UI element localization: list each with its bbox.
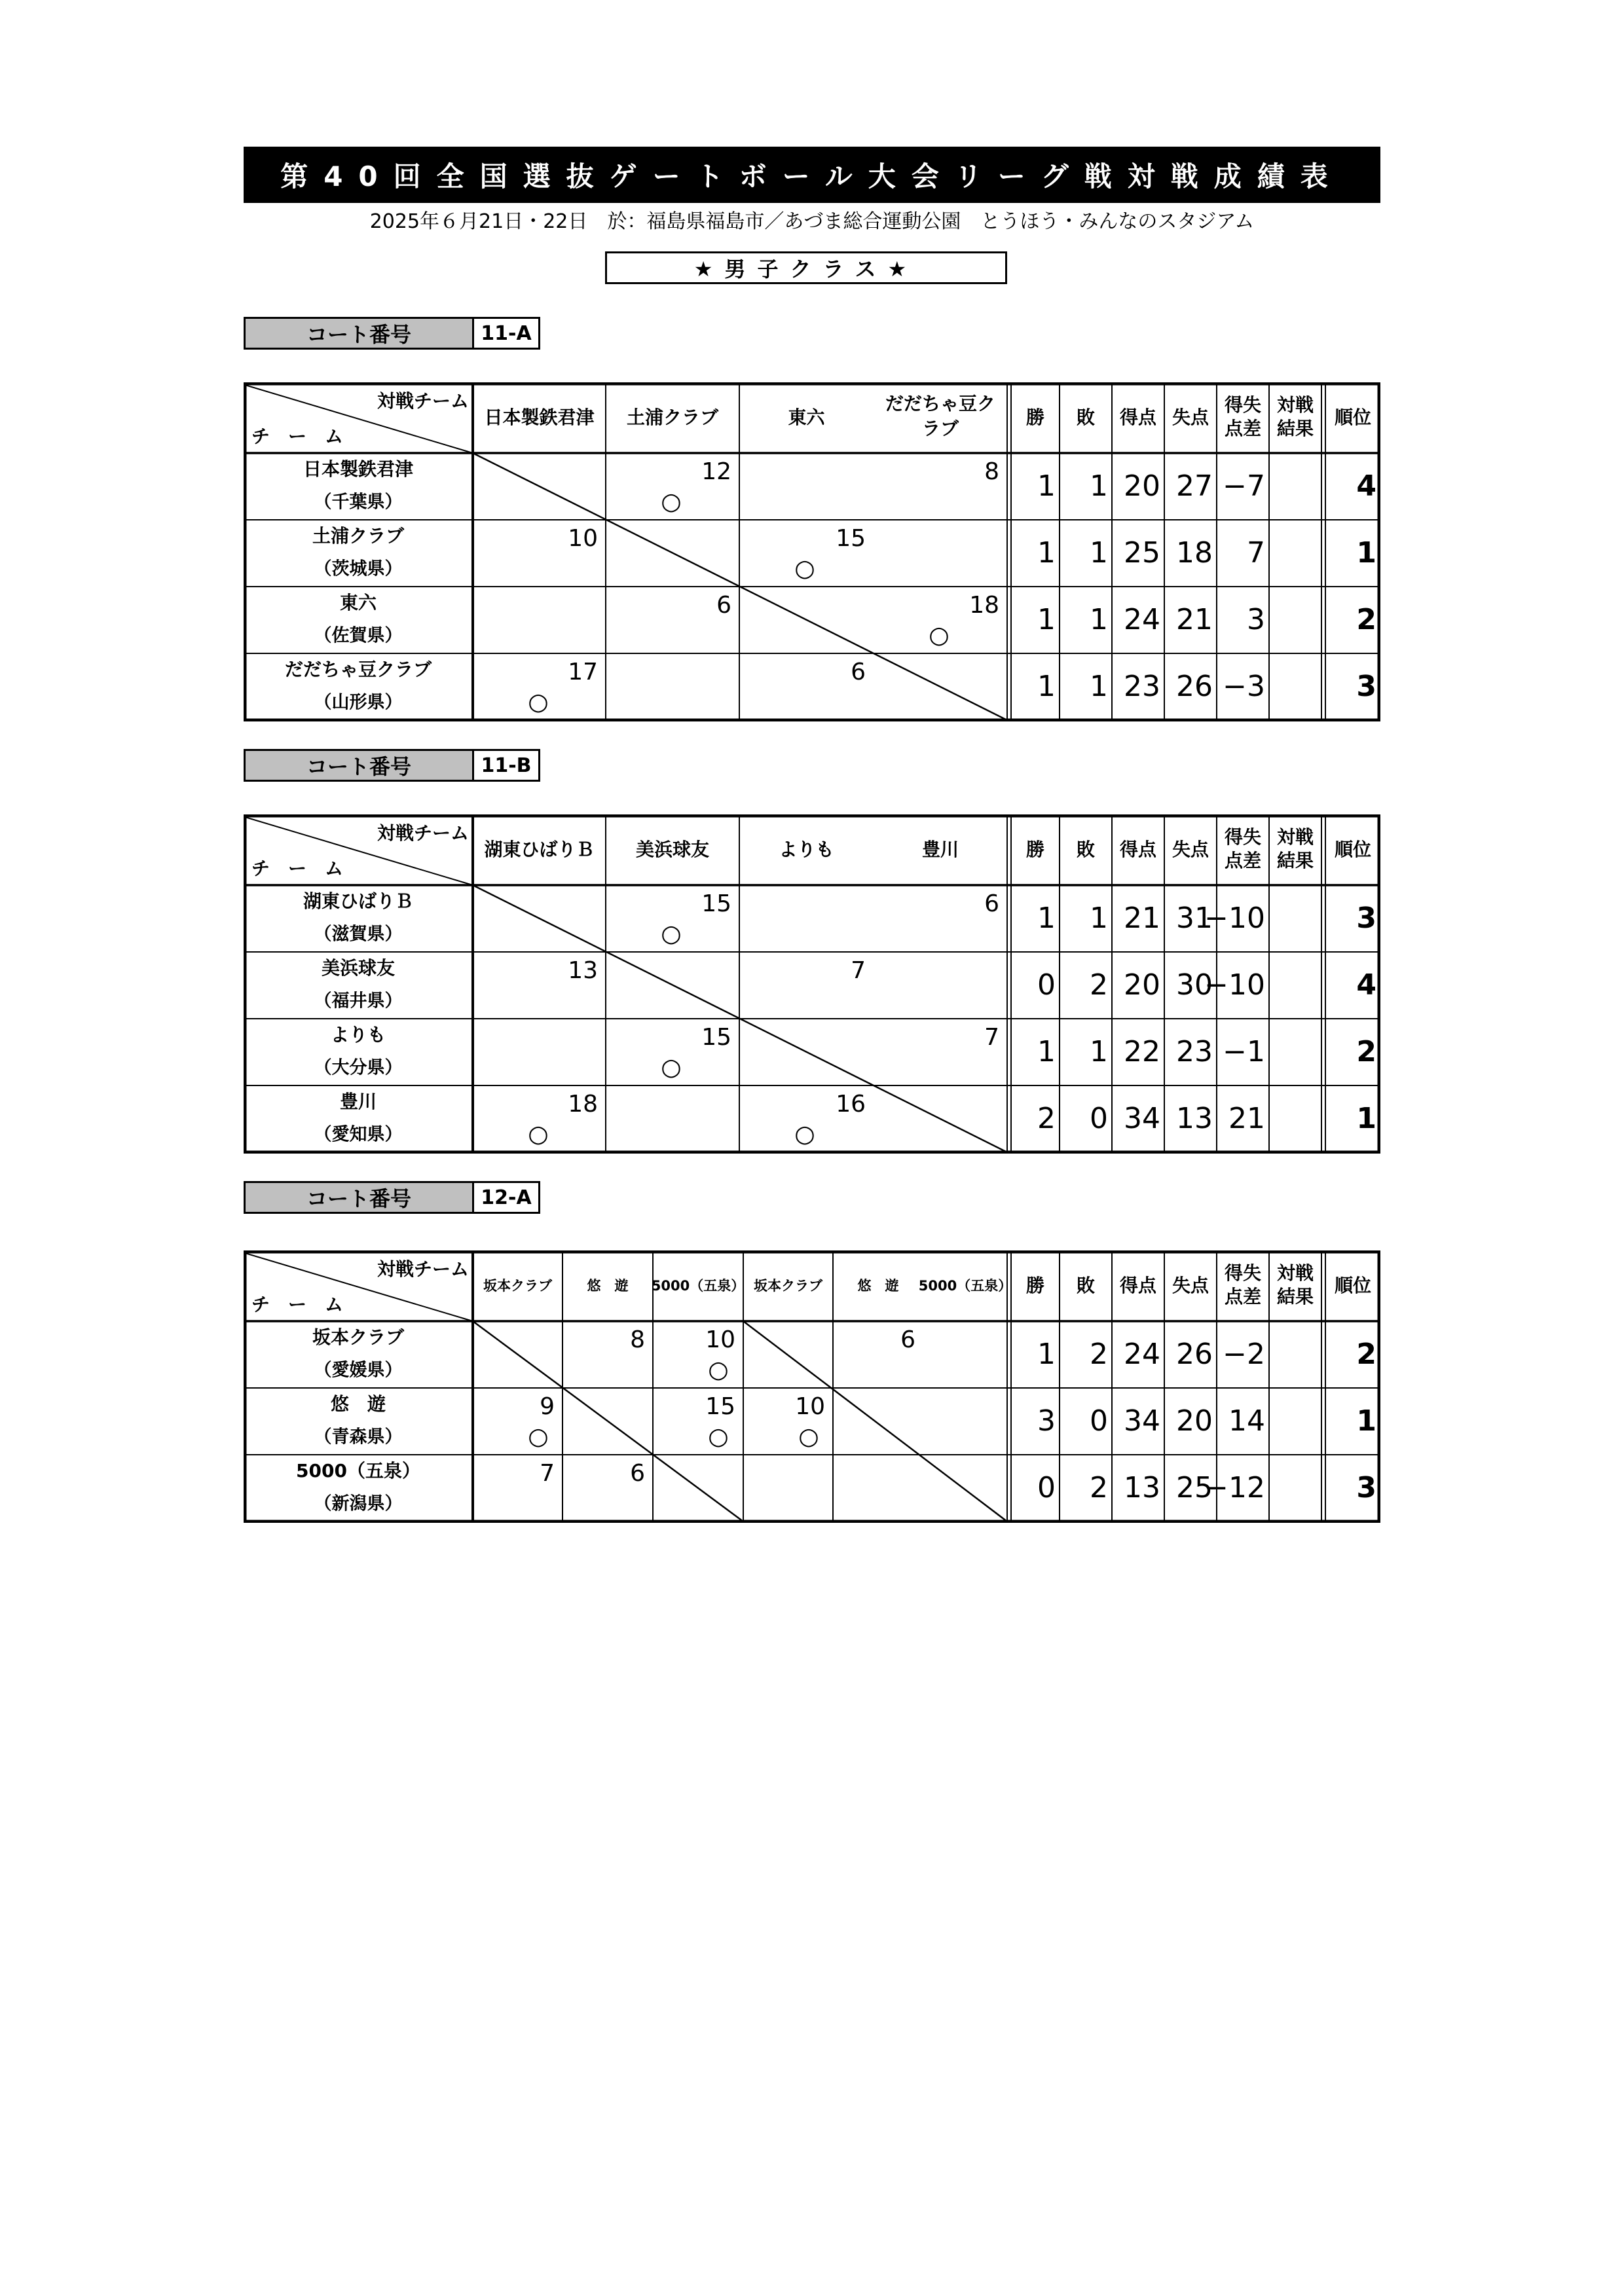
wins-value: 1: [1037, 1035, 1056, 1068]
self-match-diagonal: [473, 1321, 743, 1522]
win-circle-mark: ○: [708, 1423, 729, 1450]
opponent-column-header: 5000（五泉）: [651, 1278, 745, 1294]
rank-header: 順位: [1334, 839, 1372, 860]
points-for-value: 23: [1124, 670, 1160, 703]
rank-header: 順位: [1334, 407, 1372, 428]
page-title: 第40回全国選抜ゲートボール大会リーグ戦対戦成績表: [244, 147, 1380, 203]
losses-value: 2: [1090, 1338, 1108, 1371]
self-match-diagonal: [743, 1321, 1007, 1522]
team-name: 悠 遊: [330, 1393, 386, 1415]
win-circle-mark: ○: [661, 920, 682, 947]
team-prefecture: （福井県）: [314, 991, 403, 1011]
team-prefecture: （愛媛県）: [314, 1360, 403, 1381]
losses-value: 2: [1090, 968, 1108, 1002]
diff-header: 得失: [1224, 826, 1262, 848]
opponent-column-header: 5000（五泉）: [918, 1278, 1012, 1294]
losses-value: 1: [1090, 1035, 1108, 1068]
result-header: 対戦: [1276, 826, 1314, 848]
opponent-column-header: 豊川: [921, 839, 959, 860]
match-score: 8: [984, 458, 999, 485]
result-header: 結果: [1276, 850, 1314, 871]
team-name: だだちゃ豆クラブ: [284, 659, 432, 680]
rank-value: 4: [1356, 469, 1376, 503]
wins-value: 0: [1037, 968, 1056, 1002]
match-score: 15: [701, 1024, 731, 1051]
match-score: 17: [568, 659, 598, 685]
team-name: 坂本クラブ: [312, 1326, 405, 1348]
win-circle-mark: ○: [528, 1121, 549, 1148]
team-name: 土浦クラブ: [312, 525, 405, 547]
loss-header: 敗: [1076, 839, 1096, 860]
opponent-column-header: 土浦クラブ: [626, 407, 719, 428]
wins-value: 1: [1037, 670, 1056, 703]
team-prefecture: （新潟県）: [314, 1493, 403, 1514]
points-against-value: 27: [1176, 469, 1213, 503]
losses-value: 0: [1090, 1404, 1108, 1438]
court-number: 11-B: [472, 749, 540, 782]
team-name: 日本製鉄君津: [303, 458, 414, 480]
win-circle-mark: ○: [708, 1357, 729, 1383]
losses-value: 1: [1090, 469, 1108, 503]
win-circle-mark: ○: [798, 1423, 819, 1450]
points-against-value: 20: [1176, 1404, 1213, 1438]
team-name: 湖東ひばりＢ: [303, 890, 414, 912]
opponent-column-header: よりも: [779, 839, 834, 860]
match-score: 10: [795, 1393, 825, 1420]
opponent-column-header: 日本製鉄君津: [484, 407, 595, 428]
points-for-value: 21: [1124, 902, 1160, 935]
team-prefecture: （愛知県）: [314, 1124, 403, 1145]
rank-value: 1: [1356, 536, 1376, 570]
team-name: よりも: [330, 1024, 386, 1046]
court-number: 11-A: [472, 317, 540, 350]
rank-value: 2: [1356, 603, 1376, 636]
league-table-court-2: [244, 814, 1380, 1154]
points-for-value: 20: [1124, 469, 1160, 503]
points-against-header: 失点: [1172, 1275, 1209, 1296]
opponent-header: 対戦チーム: [377, 1258, 469, 1280]
league-table-svg: [244, 382, 1380, 721]
wins-value: 2: [1037, 1102, 1056, 1135]
team-header: チ ー ム: [251, 1294, 344, 1315]
win-circle-mark: ○: [661, 1054, 682, 1081]
match-score: 15: [836, 525, 866, 552]
losses-value: 1: [1090, 603, 1108, 636]
points-for-header: 得点: [1119, 839, 1157, 860]
match-score: 10: [568, 525, 598, 552]
rank-value: 2: [1356, 1035, 1376, 1068]
league-table-court-1: [244, 382, 1380, 721]
diff-value: 3: [1247, 603, 1265, 636]
loss-header: 敗: [1076, 407, 1096, 428]
points-for-value: 24: [1124, 603, 1160, 636]
diff-header: 得失: [1224, 1262, 1262, 1284]
wins-value: 1: [1037, 469, 1056, 503]
diff-header: 点差: [1224, 418, 1262, 439]
points-against-value: 23: [1176, 1035, 1213, 1068]
league-table-svg: [244, 814, 1380, 1154]
loss-header: 敗: [1076, 1275, 1096, 1296]
match-score: 7: [984, 1024, 999, 1051]
points-against-value: 26: [1176, 670, 1213, 703]
points-for-value: 34: [1124, 1102, 1160, 1135]
match-score: 7: [851, 957, 866, 984]
rank-value: 1: [1356, 1102, 1376, 1135]
points-against-value: 25: [1176, 1471, 1213, 1504]
match-score: 6: [984, 890, 999, 917]
opponent-header: 対戦チーム: [377, 390, 469, 412]
team-prefecture: （滋賀県）: [314, 924, 403, 945]
wins-value: 3: [1037, 1404, 1056, 1438]
rank-value: 3: [1356, 902, 1376, 935]
wins-value: 1: [1037, 1338, 1056, 1371]
losses-value: 1: [1090, 902, 1108, 935]
opponent-column-header: ラブ: [921, 418, 959, 439]
diff-header: 得失: [1224, 394, 1262, 416]
team-prefecture: （山形県）: [314, 692, 403, 713]
match-score: 7: [540, 1460, 555, 1487]
losses-value: 0: [1090, 1102, 1108, 1135]
diff-value: 21: [1228, 1102, 1265, 1135]
points-against-value: 18: [1176, 536, 1213, 570]
wins-value: 0: [1037, 1471, 1056, 1504]
match-score: 9: [540, 1393, 555, 1420]
league-table-svg: [244, 1250, 1380, 1523]
losses-value: 1: [1090, 670, 1108, 703]
rank-header: 順位: [1334, 1275, 1372, 1296]
team-prefecture: （茨城県）: [314, 558, 403, 579]
diff-value: 14: [1228, 1404, 1265, 1438]
diff-value: −10: [1204, 968, 1265, 1002]
opponent-column-header: 湖東ひばりＢ: [484, 839, 595, 860]
rank-value: 1: [1356, 1404, 1376, 1438]
result-header: 結果: [1276, 1286, 1314, 1307]
league-table-court-3: [244, 1250, 1380, 1523]
wins-value: 1: [1037, 603, 1056, 636]
court-label: コート番号: [244, 749, 474, 782]
points-for-value: 22: [1124, 1035, 1160, 1068]
win-circle-mark: ○: [661, 488, 682, 515]
event-date-venue: 2025年６月21日・22日 於：福島県福島市／あづま総合運動公園 とうほう・みんなのスタジアム: [369, 210, 1255, 233]
match-score: 6: [900, 1326, 915, 1353]
rank-value: 3: [1356, 1471, 1376, 1504]
result-header: 結果: [1276, 418, 1314, 439]
wins-value: 1: [1037, 902, 1056, 935]
team-header: チ ー ム: [251, 426, 344, 447]
points-for-value: 13: [1124, 1471, 1160, 1504]
match-score: 6: [851, 659, 866, 685]
rank-value: 3: [1356, 670, 1376, 703]
points-against-header: 失点: [1172, 407, 1209, 428]
match-score: 18: [568, 1091, 598, 1118]
match-score: 6: [630, 1460, 645, 1487]
rank-value: 2: [1356, 1338, 1376, 1371]
team-name: 東六: [339, 592, 377, 613]
team-prefecture: （大分県）: [314, 1057, 403, 1078]
win-header: 勝: [1025, 407, 1045, 428]
opponent-column-header: 東六: [788, 407, 825, 428]
diff-value: −10: [1204, 902, 1265, 935]
losses-value: 1: [1090, 536, 1108, 570]
opponent-column-header: だだちゃ豆ク: [885, 393, 996, 414]
team-prefecture: （青森県）: [314, 1427, 403, 1448]
match-score: 15: [701, 890, 731, 917]
diff-header: 点差: [1224, 850, 1262, 871]
court-label: コート番号: [244, 1181, 474, 1214]
match-score: 6: [716, 592, 731, 619]
points-for-value: 20: [1124, 968, 1160, 1002]
match-score: 8: [630, 1326, 645, 1353]
losses-value: 2: [1090, 1471, 1108, 1504]
match-score: 16: [836, 1091, 866, 1118]
match-score: 10: [705, 1326, 735, 1353]
opponent-column-header: 坂本クラブ: [754, 1278, 822, 1294]
court-label: コート番号: [244, 317, 474, 350]
points-against-header: 失点: [1172, 839, 1209, 860]
diff-value: −12: [1204, 1471, 1265, 1504]
wins-value: 1: [1037, 536, 1056, 570]
diff-value: −3: [1223, 670, 1265, 703]
win-circle-mark: ○: [929, 622, 950, 649]
diff-value: −2: [1223, 1338, 1265, 1371]
points-for-value: 24: [1124, 1338, 1160, 1371]
team-name: 豊川: [339, 1091, 377, 1112]
win-header: 勝: [1025, 1275, 1045, 1296]
opponent-header: 対戦チーム: [377, 822, 469, 844]
opponent-column-header: 美浜球友: [635, 839, 710, 860]
team-name: 美浜球友: [321, 957, 396, 979]
result-header: 対戦: [1276, 1262, 1314, 1284]
win-header: 勝: [1025, 839, 1045, 860]
team-prefecture: （千葉県）: [314, 492, 403, 513]
match-score: 13: [568, 957, 598, 984]
diff-value: −7: [1223, 469, 1265, 503]
points-against-value: 31: [1176, 902, 1213, 935]
rank-value: 4: [1356, 968, 1376, 1002]
match-score: 18: [969, 592, 999, 619]
opponent-column-header: 坂本クラブ: [483, 1278, 552, 1294]
team-prefecture: （佐賀県）: [314, 625, 403, 646]
opponent-column-header: 悠 遊: [857, 1278, 899, 1294]
points-against-value: 30: [1176, 968, 1213, 1002]
match-score: 12: [701, 458, 731, 485]
win-circle-mark: ○: [528, 689, 549, 716]
class-label: ★男子クラス★: [605, 251, 1007, 284]
diff-header: 点差: [1224, 1286, 1262, 1307]
points-against-value: 26: [1176, 1338, 1213, 1371]
diff-value: −1: [1223, 1035, 1265, 1068]
diff-value: 7: [1247, 536, 1265, 570]
match-score: 15: [705, 1393, 735, 1420]
points-for-value: 34: [1124, 1404, 1160, 1438]
result-header: 対戦: [1276, 394, 1314, 416]
win-circle-mark: ○: [794, 555, 815, 582]
team-header: チ ー ム: [251, 858, 344, 879]
points-for-header: 得点: [1119, 1275, 1157, 1296]
points-against-value: 13: [1176, 1102, 1213, 1135]
win-circle-mark: ○: [528, 1423, 549, 1450]
win-circle-mark: ○: [794, 1121, 815, 1148]
opponent-column-header: 悠 遊: [587, 1278, 629, 1294]
points-for-header: 得点: [1119, 407, 1157, 428]
team-name: 5000（五泉）: [296, 1460, 420, 1482]
court-number: 12-A: [472, 1181, 540, 1214]
points-against-value: 21: [1176, 603, 1213, 636]
points-for-value: 25: [1124, 536, 1160, 570]
